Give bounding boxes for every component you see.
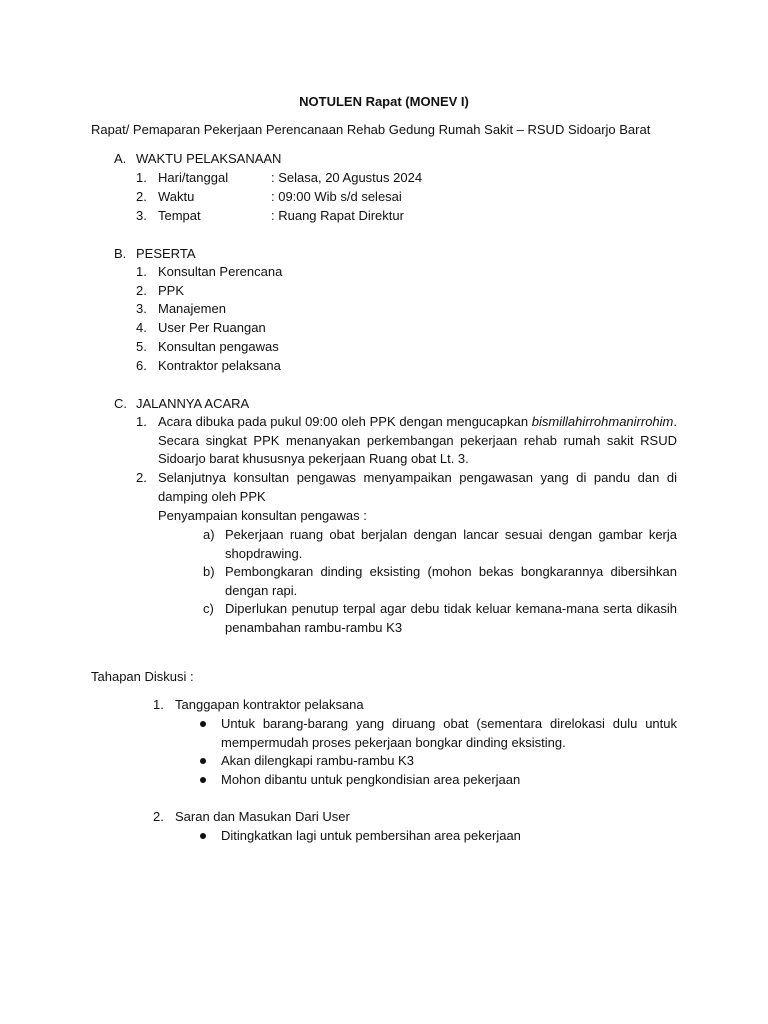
participant-num: 4. xyxy=(136,320,147,335)
point-text: Pembongkaran dinding eksisting (mohon bekas bongkarannya dibersihkan dengan rapi. xyxy=(225,564,677,598)
section-c-letter: C. xyxy=(114,396,127,411)
document-title: NOTULEN Rapat (MONEV I) xyxy=(299,94,469,109)
participant-num: 1. xyxy=(136,264,147,279)
bullet-icon xyxy=(200,777,206,783)
agenda-text-italic: bismillahirrohmanirrohim xyxy=(531,414,674,429)
participant-item: Konsultan pengawas xyxy=(158,339,279,354)
section-a-item-value: : 09:00 Wib s/d selesai xyxy=(271,189,402,204)
section-a-item-value: : Ruang Rapat Direktur xyxy=(271,208,404,223)
section-a-item-value: : Selasa, 20 Agustus 2024 xyxy=(271,170,423,185)
point-text: Pekerjaan ruang obat berjalan dengan lancar sesuai dengan gambar kerja shopdrawing. xyxy=(225,527,677,561)
participant-num: 3. xyxy=(136,301,147,316)
section-a-heading: WAKTU PELAKSANAAN xyxy=(136,151,282,166)
section-c-heading: JALANNYA ACARA xyxy=(136,396,250,411)
discussion-group-title: Tanggapan kontraktor pelaksana xyxy=(175,697,364,712)
point-letter: a) xyxy=(203,527,215,542)
discussion-heading: Tahapan Diskusi : xyxy=(91,669,194,684)
discussion-bullet-text: Ditingkatkan lagi untuk pembersihan area pekerjaan xyxy=(221,828,521,843)
section-b-heading: PESERTA xyxy=(136,246,196,261)
discussion-bullet-text: Akan dilengkapi rambu-rambu K3 xyxy=(221,753,414,768)
bullet-icon xyxy=(200,721,206,727)
discussion-group-title: Saran dan Masukan Dari User xyxy=(175,809,350,824)
discussion-bullet-text: Untuk barang-barang yang diruang obat (sementara direlokasi dulu untuk mempermudah proses pekerjaan bongkar dinding eksisting. xyxy=(221,716,677,750)
participant-num: 6. xyxy=(136,358,147,373)
participant-item: User Per Ruangan xyxy=(158,320,266,335)
participant-item: Konsultan Perencana xyxy=(158,264,283,279)
section-a-item-label: Waktu xyxy=(158,189,195,204)
participant-num: 2. xyxy=(136,283,147,298)
section-a-item-label: Tempat xyxy=(158,208,201,223)
participant-item: PPK xyxy=(158,283,185,298)
point-letter: c) xyxy=(203,601,214,616)
discussion-group-num: 1. xyxy=(153,697,164,712)
section-a-item-num: 2. xyxy=(136,189,147,204)
bullet-icon xyxy=(200,833,206,839)
section-b-letter: B. xyxy=(114,246,127,261)
participant-item: Manajemen xyxy=(158,301,226,316)
participant-item: Kontraktor pelaksana xyxy=(158,358,281,373)
point-letter: b) xyxy=(203,564,215,579)
section-a-item-num: 1. xyxy=(136,170,147,185)
agenda-item-text xyxy=(158,413,677,469)
section-a-item-num: 3. xyxy=(136,208,147,223)
agenda-item-num: 2. xyxy=(136,470,147,485)
discussion-bullet-text: Mohon dibantu untuk pengkondisian area pekerjaan xyxy=(221,772,521,787)
agenda-intro: Penyampaian konsultan pengawas : xyxy=(158,508,367,523)
agenda-item-num: 1. xyxy=(136,414,147,429)
agenda-text-start: Acara dibuka pada pukul 09:00 oleh PPK dengan mengucapkan xyxy=(158,414,532,429)
participant-num: 5. xyxy=(136,339,147,354)
section-a-letter: A. xyxy=(114,151,127,166)
bullet-icon xyxy=(200,758,206,764)
agenda-text-end: . Secara singkat PPK menanyakan perkembangan pekerjaan rehab rumah sakit RSUD Sidoarjo barat khususnya pekerjaan Ruang obat Lt. 3. xyxy=(158,414,677,467)
meeting-subtitle: Rapat/ Pemaparan Pekerjaan Perencanaan Rehab Gedung Rumah Sakit – RSUD Sidoarjo Barat xyxy=(91,122,651,137)
point-text: Diperlukan penutup terpal agar debu tidak keluar kemana-mana serta dikasih penambahan rambu-rambu K3 xyxy=(225,601,677,635)
agenda-item-text: Selanjutnya konsultan pengawas menyampaikan pengawasan yang di pandu dan di damping oleh PPK xyxy=(158,470,677,504)
discussion-group-num: 2. xyxy=(153,809,164,824)
section-a-item-label: Hari/tanggal xyxy=(158,170,229,185)
